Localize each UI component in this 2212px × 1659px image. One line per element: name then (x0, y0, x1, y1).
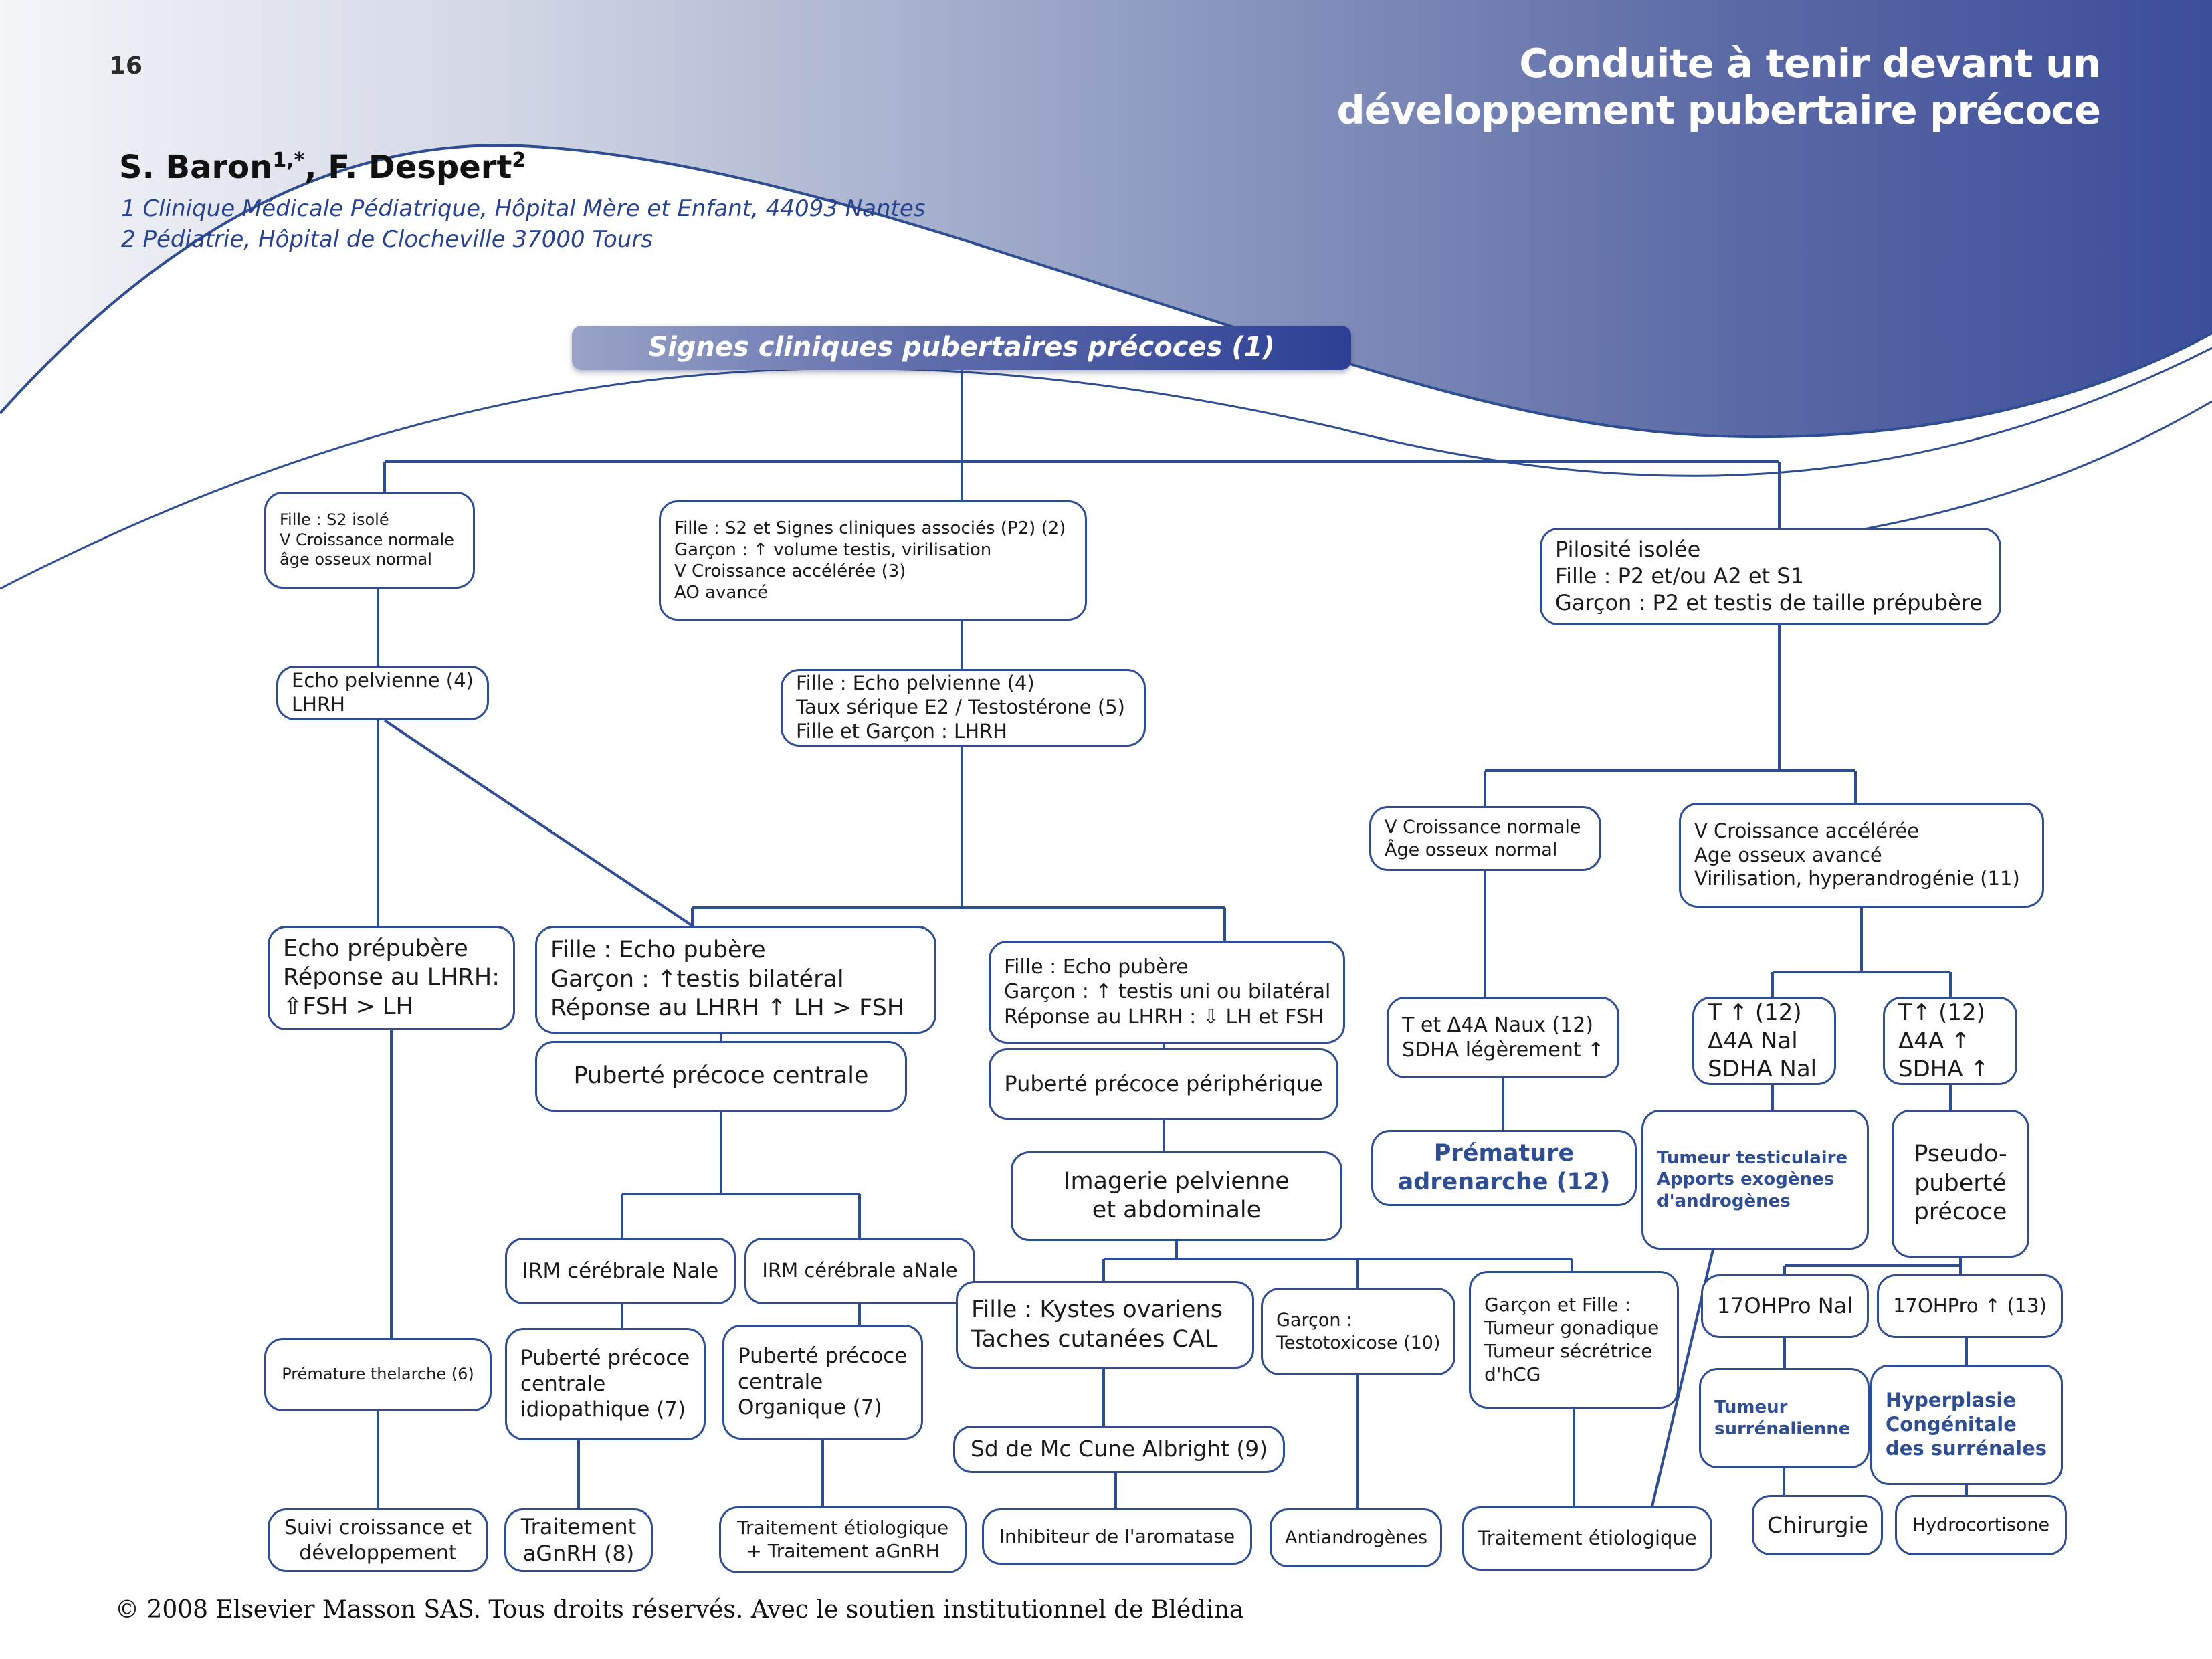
node-premature-thelarche (264, 1338, 492, 1411)
node-t-up-d4a-up (1883, 997, 2017, 1085)
node-croissance-normale (1369, 806, 1601, 871)
node-pseudo-puberte-precoce-line-2: puberté (1914, 1169, 2007, 1197)
node-chirurgie-line-1: Chirurgie (1767, 1511, 1869, 1538)
node-tumeur-testiculaire-line-2: Apports exogènes (1657, 1169, 1835, 1190)
node-premature-adrenarche (1371, 1130, 1637, 1206)
node-echo-pelvienne-lhrh-line-2: LHRH (292, 693, 345, 716)
node-tumeur-surrenalienne-line-2: surrénalienne (1714, 1419, 1851, 1439)
node-echo-prepubere-line-3: ⇧FSH > LH (283, 993, 413, 1020)
node-fille-s2-isole-line-1: Fille : S2 isolé (280, 510, 389, 529)
node-ohpro-up-line-1: 17OHPro ↑ (13) (1893, 1294, 2047, 1317)
node-inhibiteur-aromatase (982, 1508, 1252, 1565)
node-pilosite-isolee-line-2: Fille : P2 et/ou A2 et S1 (1555, 563, 1804, 589)
node-croissance-acceleree (1679, 803, 2044, 908)
node-t-d4a-normaux-line-1: T et Δ4A Naux (12) (1402, 1013, 1593, 1037)
node-premature-adrenarche-line-1: Prémature (1433, 1139, 1575, 1167)
node-irm-cerebrale-nale (505, 1238, 736, 1304)
node-ppc-idiopathique (505, 1328, 706, 1440)
node-imagerie-pelvienne (1011, 1151, 1342, 1241)
node-fille-s2-isole-line-2: V Croissance normale (280, 530, 454, 549)
node-fille-s2-signes-associes-line-1: Fille : S2 et Signes cliniques associés (P2) (2) (674, 518, 1066, 539)
node-tumeur-surrenalienne (1699, 1368, 1870, 1468)
node-ohpro-nal (1701, 1274, 1869, 1338)
node-tumeur-gonadique-line-2: Tumeur gonadique (1484, 1316, 1660, 1339)
copyright-footer: © 2008 Elsevier Masson SAS. Tous droits réservés. Avec le soutien institutionnel de Blédina (115, 1596, 1244, 1624)
node-mc-cune-albright (953, 1426, 1285, 1473)
node-tumeur-gonadique (1469, 1271, 1679, 1409)
node-t-up-d4a-up-line-1: T↑ (12) (1898, 999, 1985, 1026)
node-hyperplasie-congenitale-line-1: Hyperplasie (1886, 1389, 2017, 1412)
node-pilosite-isolee-line-3: Garçon : P2 et testis de taille prépubère (1555, 589, 1983, 615)
affiliation-2: 2 Pédiatrie, Hôpital de Clocheville 37000 Tours (121, 226, 653, 253)
author-1-name: S. Baron (119, 149, 273, 186)
node-tumeur-testiculaire-line-1: Tumeur testiculaire (1657, 1148, 1848, 1169)
node-echo-prepubere-line-2: Réponse au LHRH: (283, 964, 500, 991)
node-antiandrogenes-line-1: Antiandrogènes (1285, 1527, 1428, 1549)
node-tumeur-gonadique-line-1: Garçon et Fille : (1484, 1293, 1631, 1316)
node-puberte-precoce-centrale-line-1: Puberté précoce centrale (573, 1062, 869, 1090)
author-2-name: F. Despert (328, 149, 512, 186)
affiliation-1: 1 Clinique Médicale Pédiatrique, Hôpital Mère et Enfant, 44093 Nantes (121, 195, 926, 222)
node-echo-pubere-uni (989, 941, 1345, 1044)
node-t-up-d4a-nal (1692, 997, 1836, 1085)
node-fille-s2-isole (264, 492, 475, 589)
node-tumeur-testiculaire (1641, 1110, 1869, 1250)
authors (119, 149, 526, 186)
node-traitement-etiologique-line-1: Traitement étiologique (1478, 1527, 1697, 1550)
author-2-superscript: 2 (512, 149, 526, 172)
node-suivi-croissance-line-2: développement (299, 1541, 457, 1565)
node-pseudo-puberte-precoce-line-3: précoce (1914, 1199, 2007, 1226)
node-ppc-idiopathique-line-2: centrale (520, 1371, 606, 1396)
node-signes-cliniques (572, 326, 1351, 370)
node-ppc-idiopathique-line-3: idiopathique (7) (520, 1397, 686, 1422)
node-hyperplasie-congenitale (1870, 1365, 2063, 1485)
node-echo-pubere-bilateral-line-3: Réponse au LHRH ↑ LH > FSH (550, 995, 905, 1022)
node-suivi-croissance (268, 1508, 488, 1572)
node-tumeur-gonadique-line-3: Tumeur sécrétrice (1484, 1340, 1653, 1362)
node-fille-s2-signes-associes-line-2: Garçon : ↑ volume testis, virilisation (674, 539, 992, 560)
node-premature-adrenarche-line-2: adrenarche (12) (1397, 1169, 1611, 1195)
node-suivi-croissance-line-1: Suivi croissance et (284, 1516, 472, 1540)
node-fille-echo-pelvienne-line-3: Fille et Garçon : LHRH (796, 719, 1007, 743)
node-irm-cerebrale-anale (744, 1238, 975, 1304)
node-fille-s2-signes-associes-line-3: V Croissance accélérée (3) (674, 561, 906, 581)
node-kystes-ovariens (956, 1281, 1254, 1369)
node-ppc-organique-line-1: Puberté précoce (738, 1344, 908, 1369)
node-fille-echo-pelvienne-line-1: Fille : Echo pelvienne (4) (796, 672, 1035, 695)
node-ppc-idiopathique-line-1: Puberté précoce (520, 1346, 690, 1371)
node-mc-cune-albright-line-1: Sd de Mc Cune Albright (9) (970, 1436, 1268, 1462)
node-t-up-d4a-up-line-3: SDHA ↑ (1898, 1056, 1989, 1083)
node-echo-pubere-uni-line-1: Fille : Echo pubère (1004, 955, 1189, 979)
node-echo-pubere-uni-line-2: Garçon : ↑ testis uni ou bilatéral (1004, 980, 1331, 1004)
node-inhibiteur-aromatase-line-1: Inhibiteur de l'aromatase (999, 1525, 1235, 1547)
node-ohpro-nal-line-1: 17OHPro Nal (1716, 1292, 1853, 1319)
node-echo-pubere-bilateral-line-2: Garçon : ↑testis bilatéral (550, 965, 844, 993)
node-fille-echo-pelvienne-line-2: Taux sérique E2 / Testostérone (5) (796, 696, 1125, 719)
node-antiandrogenes (1270, 1508, 1442, 1567)
node-t-up-d4a-up-line-2: Δ4A ↑ (1898, 1027, 1971, 1054)
author-1-superscript: 1,* (272, 149, 305, 172)
node-puberte-precoce-centrale (535, 1041, 907, 1112)
node-croissance-acceleree-line-2: Age osseux avancé (1694, 843, 1882, 866)
node-hyperplasie-congenitale-line-2: Congénitale (1886, 1413, 2017, 1436)
node-ppc-organique-line-3: Organique (7) (738, 1395, 882, 1420)
node-puberte-precoce-peripherique-line-1: Puberté précoce périphérique (1004, 1070, 1323, 1096)
node-hydrocortisone (1895, 1495, 2067, 1555)
node-puberte-precoce-peripherique (989, 1048, 1338, 1120)
node-testotoxicose (1261, 1288, 1455, 1375)
node-pilosite-isolee-line-1: Pilosité isolée (1555, 536, 1701, 563)
node-hydrocortisone-line-1: Hydrocortisone (1912, 1515, 2050, 1536)
page-title-line-2: développement pubertaire précoce (1336, 86, 2100, 133)
node-imagerie-pelvienne-line-2: et abdominale (1092, 1197, 1262, 1224)
node-fille-echo-pelvienne (781, 669, 1146, 747)
node-irm-cerebrale-nale-line-1: IRM cérébrale Nale (522, 1258, 719, 1283)
node-traitement-etio-agnrh-line-1: Traitement étiologique (736, 1517, 949, 1539)
node-pseudo-puberte-precoce (1892, 1110, 2029, 1258)
node-croissance-normale-line-1: V Croissance normale (1385, 817, 1581, 838)
node-traitement-agnrh (504, 1508, 653, 1572)
node-chirurgie (1752, 1495, 1883, 1555)
node-fille-s2-signes-associes-line-4: AO avancé (674, 583, 769, 603)
node-imagerie-pelvienne-line-1: Imagerie pelvienne (1064, 1167, 1290, 1195)
node-irm-cerebrale-anale-line-1: IRM cérébrale aNale (762, 1259, 958, 1282)
node-echo-prepubere-line-1: Echo prépubère (283, 935, 468, 962)
authors-separator: , (304, 149, 328, 186)
page-number: 16 (109, 52, 143, 80)
node-echo-pubere-uni-line-3: Réponse au LHRH : ⇩ LH et FSH (1004, 1005, 1324, 1029)
node-ppc-organique (722, 1325, 923, 1440)
node-pilosite-isolee (1540, 528, 2001, 625)
node-echo-pelvienne-lhrh (276, 666, 489, 720)
node-echo-pelvienne-lhrh-line-1: Echo pelvienne (4) (292, 669, 474, 692)
node-tumeur-surrenalienne-line-1: Tumeur (1714, 1397, 1788, 1418)
node-testotoxicose-line-1: Garçon : (1276, 1310, 1353, 1331)
node-echo-pubere-bilateral (535, 926, 936, 1034)
node-croissance-acceleree-line-3: Virilisation, hyperandrogénie (11) (1694, 867, 2020, 890)
node-kystes-ovariens-line-1: Fille : Kystes ovariens (971, 1296, 1223, 1324)
node-t-d4a-normaux-line-2: SDHA légèrement ↑ (1402, 1038, 1605, 1062)
page-title (1336, 40, 2100, 133)
node-fille-s2-isole-line-3: âge osseux normal (280, 550, 432, 569)
node-pseudo-puberte-precoce-line-1: Pseudo- (1914, 1141, 2007, 1168)
node-traitement-agnrh-line-2: aGnRH (8) (522, 1540, 635, 1566)
node-echo-prepubere (268, 926, 515, 1030)
node-testotoxicose-line-2: Testotoxicose (10) (1276, 1332, 1441, 1353)
node-tumeur-gonadique-line-4: d'hCG (1484, 1363, 1541, 1385)
node-premature-thelarche-line-1: Prémature thelarche (6) (282, 1365, 474, 1384)
node-croissance-acceleree-line-1: V Croissance accélérée (1694, 819, 1920, 842)
node-ohpro-up (1877, 1274, 2063, 1338)
node-traitement-etio-agnrh-line-2: + Traitement aGnRH (746, 1540, 940, 1562)
node-t-d4a-normaux (1387, 997, 1619, 1078)
node-kystes-ovariens-line-2: Taches cutanées CAL (971, 1325, 1218, 1353)
node-fille-s2-signes-associes (659, 500, 1087, 621)
node-croissance-normale-line-2: Âge osseux normal (1385, 839, 1558, 860)
node-traitement-agnrh-line-1: Traitement (520, 1513, 637, 1539)
node-hyperplasie-congenitale-line-3: des surrénales (1886, 1436, 2047, 1460)
node-tumeur-testiculaire-line-3: d'androgènes (1657, 1191, 1791, 1211)
page-title-line-1: Conduite à tenir devant un (1519, 40, 2100, 86)
node-signes-cliniques-line-1: Signes cliniques pubertaires précoces (1) (648, 332, 1275, 363)
node-echo-pubere-bilateral-line-1: Fille : Echo pubère (550, 937, 766, 964)
node-ppc-organique-line-2: centrale (738, 1369, 823, 1394)
node-t-up-d4a-nal-line-2: Δ4A Nal (1708, 1027, 1798, 1054)
node-t-up-d4a-nal-line-1: T ↑ (12) (1708, 999, 1802, 1026)
node-t-up-d4a-nal-line-3: SDHA Nal (1708, 1056, 1817, 1083)
node-traitement-etio-agnrh (719, 1506, 967, 1573)
node-traitement-etiologique (1462, 1506, 1712, 1571)
